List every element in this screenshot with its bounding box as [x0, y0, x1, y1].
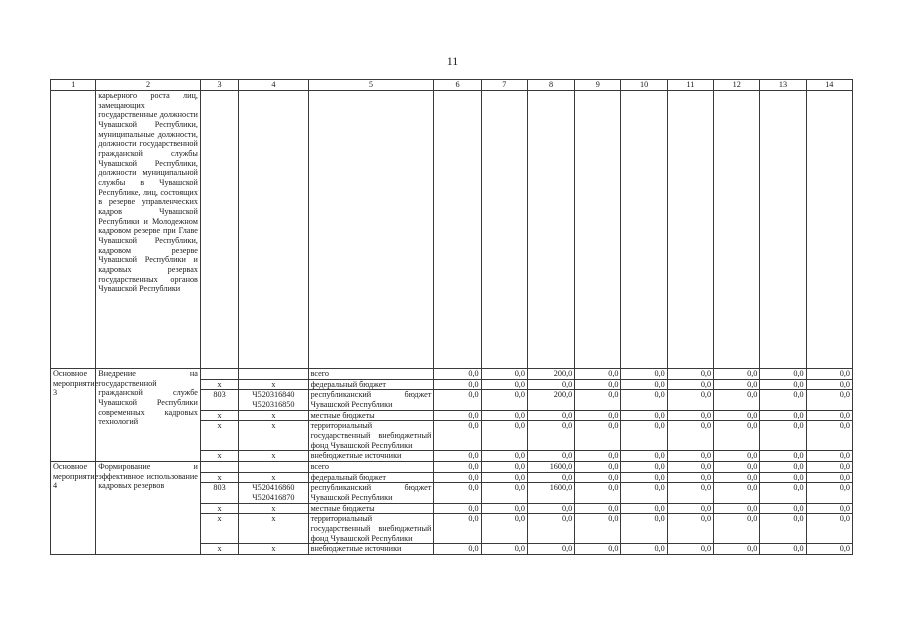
- amount-cell: 0,0: [806, 514, 852, 544]
- column-header: 4: [239, 80, 308, 91]
- amount-cell: 0,0: [714, 369, 760, 380]
- column-header: 5: [308, 80, 434, 91]
- funding-source: местные бюджеты: [308, 503, 434, 514]
- chief-administrator-code: x: [200, 544, 238, 555]
- table-cell: [621, 91, 667, 369]
- amount-cell: 0,0: [806, 451, 852, 462]
- amount-cell: 200,0: [527, 390, 574, 410]
- amount-cell: 0,0: [714, 390, 760, 410]
- amount-cell: 0,0: [527, 379, 574, 390]
- amount-cell: 0,0: [714, 472, 760, 483]
- amount-cell: 0,0: [481, 369, 527, 380]
- amount-cell: 0,0: [714, 421, 760, 451]
- amount-cell: 0,0: [621, 410, 667, 421]
- amount-cell: 0,0: [434, 421, 481, 451]
- amount-cell: 200,0: [527, 369, 574, 380]
- chief-administrator-code: x: [200, 503, 238, 514]
- amount-cell: 0,0: [714, 483, 760, 503]
- funding-source: республиканский бюджет Чувашской Республики: [308, 390, 434, 410]
- amount-cell: 0,0: [527, 410, 574, 421]
- budget-classification-code: Ч520416860 Ч520416870: [239, 483, 308, 503]
- amount-cell: 0,0: [760, 514, 806, 544]
- table-row: [51, 369, 853, 380]
- amount-cell: 0,0: [621, 421, 667, 451]
- amount-cell: 0,0: [527, 421, 574, 451]
- amount-cell: 0,0: [481, 514, 527, 544]
- amount-cell: 0,0: [481, 451, 527, 462]
- budget-classification-code: x: [239, 472, 308, 483]
- amount-cell: 0,0: [481, 421, 527, 451]
- column-header: 10: [621, 80, 667, 91]
- column-header: 12: [714, 80, 760, 91]
- amount-cell: 0,0: [575, 503, 621, 514]
- column-header: 13: [760, 80, 806, 91]
- amount-cell: 0,0: [575, 390, 621, 410]
- column-header: 8: [527, 80, 574, 91]
- funding-source: федеральный бюджет: [308, 472, 434, 483]
- table-cell: [760, 91, 806, 369]
- amount-cell: 0,0: [667, 421, 713, 451]
- event-name: Формирование и эффективное использование кадровых резервов: [96, 462, 201, 555]
- funding-source: всего: [308, 462, 434, 473]
- amount-cell: 0,0: [760, 390, 806, 410]
- amount-cell: 0,0: [806, 544, 852, 555]
- table-cell: [239, 91, 308, 369]
- amount-cell: 0,0: [575, 410, 621, 421]
- amount-cell: 0,0: [667, 472, 713, 483]
- event-label: Основное мероприятие 4: [51, 462, 96, 555]
- amount-cell: 0,0: [575, 462, 621, 473]
- amount-cell: 0,0: [481, 483, 527, 503]
- amount-cell: 0,0: [760, 483, 806, 503]
- funding-source: федеральный бюджет: [308, 379, 434, 390]
- amount-cell: 0,0: [621, 390, 667, 410]
- chief-administrator-code: x: [200, 451, 238, 462]
- amount-cell: 0,0: [527, 544, 574, 555]
- amount-cell: 0,0: [760, 369, 806, 380]
- amount-cell: 0,0: [667, 503, 713, 514]
- budget-classification-code: Ч520316840 Ч520316850: [239, 390, 308, 410]
- amount-cell: 0,0: [806, 483, 852, 503]
- amount-cell: 0,0: [760, 410, 806, 421]
- budget-table: [50, 79, 853, 555]
- amount-cell: 0,0: [434, 514, 481, 544]
- amount-cell: 0,0: [434, 462, 481, 473]
- amount-cell: 0,0: [714, 462, 760, 473]
- chief-administrator-code: 803: [200, 390, 238, 410]
- amount-cell: 0,0: [621, 483, 667, 503]
- amount-cell: 0,0: [481, 410, 527, 421]
- chief-administrator-code: x: [200, 421, 238, 451]
- table-cell: [200, 91, 238, 369]
- amount-cell: 0,0: [621, 472, 667, 483]
- column-header: 1: [51, 80, 96, 91]
- table-cell: [714, 91, 760, 369]
- amount-cell: 0,0: [575, 514, 621, 544]
- table-cell: [667, 91, 713, 369]
- amount-cell: 0,0: [714, 503, 760, 514]
- event-label: Основное мероприятие 3: [51, 369, 96, 462]
- amount-cell: 0,0: [714, 410, 760, 421]
- amount-cell: 0,0: [806, 503, 852, 514]
- budget-classification-code: x: [239, 379, 308, 390]
- amount-cell: 0,0: [714, 379, 760, 390]
- budget-classification-code: x: [239, 451, 308, 462]
- funding-source: территориальный государственный внебюджетный фонд Чувашской Республики: [308, 514, 434, 544]
- amount-cell: 0,0: [621, 544, 667, 555]
- amount-cell: 0,0: [481, 503, 527, 514]
- amount-cell: 0,0: [714, 451, 760, 462]
- amount-cell: 0,0: [760, 462, 806, 473]
- chief-administrator-code: x: [200, 472, 238, 483]
- column-header: 3: [200, 80, 238, 91]
- amount-cell: 0,0: [760, 472, 806, 483]
- amount-cell: 0,0: [575, 379, 621, 390]
- amount-cell: 0,0: [760, 544, 806, 555]
- amount-cell: 0,0: [575, 421, 621, 451]
- amount-cell: 0,0: [527, 451, 574, 462]
- budget-classification-code: [239, 369, 308, 380]
- amount-cell: 0,0: [760, 451, 806, 462]
- amount-cell: 0,0: [434, 390, 481, 410]
- amount-cell: 1600,0: [527, 462, 574, 473]
- budget-classification-code: x: [239, 421, 308, 451]
- amount-cell: 0,0: [806, 410, 852, 421]
- budget-classification-code: [239, 462, 308, 473]
- amount-cell: 0,0: [667, 379, 713, 390]
- amount-cell: 0,0: [667, 544, 713, 555]
- amount-cell: 0,0: [434, 472, 481, 483]
- amount-cell: 0,0: [714, 544, 760, 555]
- page-number: 11: [446, 54, 459, 68]
- chief-administrator-code: 803: [200, 483, 238, 503]
- amount-cell: 0,0: [667, 451, 713, 462]
- amount-cell: 0,0: [527, 514, 574, 544]
- column-header: 6: [434, 80, 481, 91]
- amount-cell: 0,0: [575, 451, 621, 462]
- amount-cell: 0,0: [806, 472, 852, 483]
- budget-classification-code: x: [239, 410, 308, 421]
- amount-cell: 0,0: [481, 544, 527, 555]
- amount-cell: 0,0: [434, 503, 481, 514]
- continuation-row: [51, 91, 853, 369]
- amount-cell: 0,0: [621, 369, 667, 380]
- table-cell: [434, 91, 481, 369]
- amount-cell: 0,0: [621, 503, 667, 514]
- column-header: 7: [481, 80, 527, 91]
- amount-cell: 0,0: [575, 544, 621, 555]
- funding-source: территориальный государственный внебюджетный фонд Чувашской Республики: [308, 421, 434, 451]
- budget-classification-code: x: [239, 514, 308, 544]
- amount-cell: 0,0: [434, 544, 481, 555]
- amount-cell: 0,0: [481, 379, 527, 390]
- amount-cell: 0,0: [760, 421, 806, 451]
- amount-cell: 0,0: [434, 369, 481, 380]
- amount-cell: 0,0: [434, 410, 481, 421]
- amount-cell: 0,0: [760, 379, 806, 390]
- amount-cell: 0,0: [575, 472, 621, 483]
- funding-source: местные бюджеты: [308, 410, 434, 421]
- amount-cell: 0,0: [714, 514, 760, 544]
- amount-cell: 0,0: [481, 472, 527, 483]
- amount-cell: 0,0: [621, 462, 667, 473]
- amount-cell: 0,0: [621, 514, 667, 544]
- chief-administrator-code: x: [200, 410, 238, 421]
- column-header: 14: [806, 80, 852, 91]
- amount-cell: 0,0: [667, 410, 713, 421]
- amount-cell: 0,0: [806, 369, 852, 380]
- amount-cell: 0,0: [806, 462, 852, 473]
- amount-cell: 0,0: [621, 379, 667, 390]
- chief-administrator-code: [200, 462, 238, 473]
- amount-cell: 0,0: [667, 369, 713, 380]
- header-row: [51, 80, 853, 91]
- amount-cell: 0,0: [481, 462, 527, 473]
- continuation-text: карьерного роста лиц, замещающих государственные должности Чувашской Республики, муниципальные должности, должности государственной гражданской службы Чувашской Республики, должности муниципальной службы в Чувашской Республике, лиц, состоящих в резерве управленческих кадров Чувашской Республики и Молодежном кадровом резерве при Главе Чувашской Республики, кадровом резерве Чувашской Республики и кадровых резервах государственных органов Чувашской Республики: [96, 91, 201, 369]
- column-header: 2: [96, 80, 201, 91]
- amount-cell: 0,0: [806, 379, 852, 390]
- table-cell: [51, 91, 96, 369]
- amount-cell: 0,0: [434, 379, 481, 390]
- column-header: 11: [667, 80, 713, 91]
- funding-source: внебюджетные источники: [308, 451, 434, 462]
- amount-cell: 0,0: [527, 472, 574, 483]
- amount-cell: 0,0: [575, 369, 621, 380]
- table-cell: [527, 91, 574, 369]
- budget-classification-code: x: [239, 544, 308, 555]
- amount-cell: 0,0: [575, 483, 621, 503]
- chief-administrator-code: [200, 369, 238, 380]
- amount-cell: 0,0: [527, 503, 574, 514]
- amount-cell: 0,0: [667, 483, 713, 503]
- amount-cell: 0,0: [760, 503, 806, 514]
- funding-source: внебюджетные источники: [308, 544, 434, 555]
- table-cell: [481, 91, 527, 369]
- column-header: 9: [575, 80, 621, 91]
- table-cell: [575, 91, 621, 369]
- amount-cell: 0,0: [667, 514, 713, 544]
- amount-cell: 0,0: [621, 451, 667, 462]
- amount-cell: 0,0: [434, 451, 481, 462]
- amount-cell: 1600,0: [527, 483, 574, 503]
- amount-cell: 0,0: [806, 390, 852, 410]
- chief-administrator-code: x: [200, 379, 238, 390]
- funding-source: республиканский бюджет Чувашской Республики: [308, 483, 434, 503]
- amount-cell: 0,0: [806, 421, 852, 451]
- amount-cell: 0,0: [481, 390, 527, 410]
- table-cell: [308, 91, 434, 369]
- amount-cell: 0,0: [667, 390, 713, 410]
- table-cell: [806, 91, 852, 369]
- table-row: [51, 462, 853, 473]
- chief-administrator-code: x: [200, 514, 238, 544]
- amount-cell: 0,0: [667, 462, 713, 473]
- amount-cell: 0,0: [434, 483, 481, 503]
- funding-source: всего: [308, 369, 434, 380]
- budget-classification-code: x: [239, 503, 308, 514]
- event-name: Внедрение на государственной гражданской службе Чувашской Республики современных кадровых технологий: [96, 369, 201, 462]
